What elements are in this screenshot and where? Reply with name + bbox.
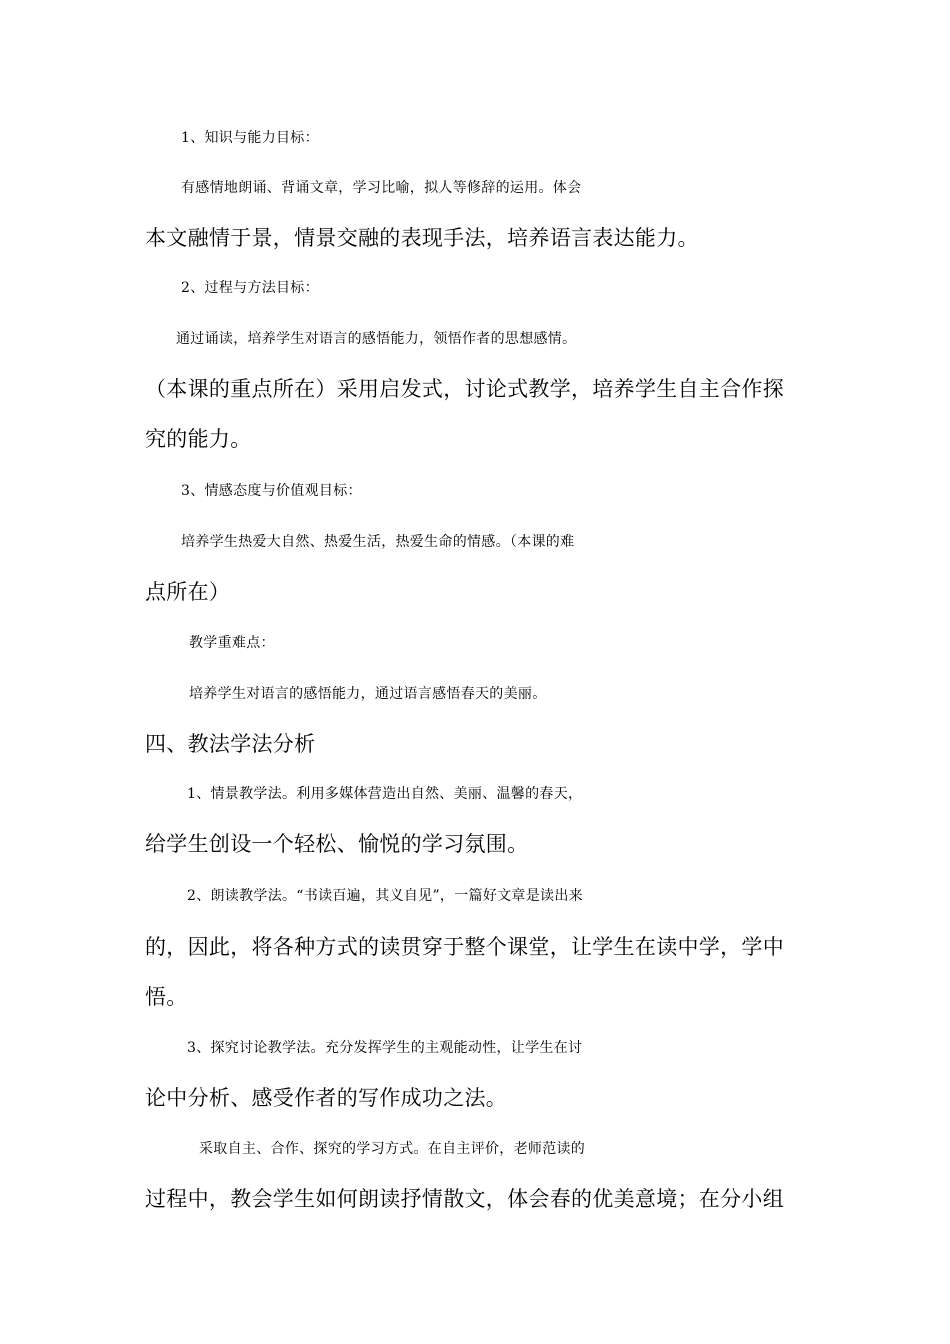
paragraph-line: 通过诵读，培养学生对语言的感悟能力，领悟作者的思想感情。 — [176, 331, 577, 347]
paragraph-line: 采取自主、合作、探究的学习方式。在自主评价，老师范读的 — [199, 1141, 586, 1157]
paragraph-line: 究的能力。 — [145, 427, 252, 451]
paragraph-line: 给学生创设一个轻松、愉悦的学习氛围。 — [145, 832, 529, 856]
paragraph-line: 1、情景教学法。利用多媒体营造出自然、美丽、温馨的春天， — [187, 786, 583, 802]
paragraph-line: 2、朗读教学法。“书读百遍，其义自见”，一篇好文章是读出来 — [187, 888, 583, 904]
heading-emotion-attitude-goal: 3、情感态度与价值观目标： — [181, 483, 362, 499]
paragraph-line: 培养学生对语言的感悟能力，通过语言感悟春天的美丽。 — [189, 686, 547, 702]
paragraph-line: 有感情地朗诵、背诵文章，学习比喻，拟人等修辞的运用。体会 — [181, 180, 582, 196]
paragraph-line: 培养学生热爱大自然、热爱生活，热爱生命的情感。（本课的难 — [181, 534, 575, 550]
heading-process-method-goal: 2、过程与方法目标： — [181, 280, 319, 296]
heading-knowledge-ability-goal: 1、知识与能力目标： — [181, 130, 319, 146]
section-heading-teaching-methods: 四、教法学法分析 — [145, 732, 316, 756]
paragraph-line: 本文融情于景，情景交融的表现手法，培养语言表达能力。 — [145, 226, 699, 250]
paragraph-line: 的，因此，将各种方式的读贯穿于整个课堂，让学生在读中学，学中 — [145, 935, 784, 959]
paragraph-line: 点所在） — [145, 580, 231, 604]
heading-key-difficult-points: 教学重难点： — [189, 635, 275, 651]
paragraph-line: 过程中，教会学生如何朗读抒情散文，体会春的优美意境；在分小组 — [145, 1187, 784, 1211]
paragraph-line: 3、探究讨论教学法。充分发挥学生的主观能动性，让学生在讨 — [187, 1040, 583, 1056]
paragraph-line: （本课的重点所在）采用启发式，讨论式教学，培养学生自主合作探 — [145, 377, 784, 401]
paragraph-line: 论中分析、感受作者的写作成功之法。 — [145, 1086, 508, 1110]
paragraph-line: 悟。 — [145, 985, 188, 1009]
